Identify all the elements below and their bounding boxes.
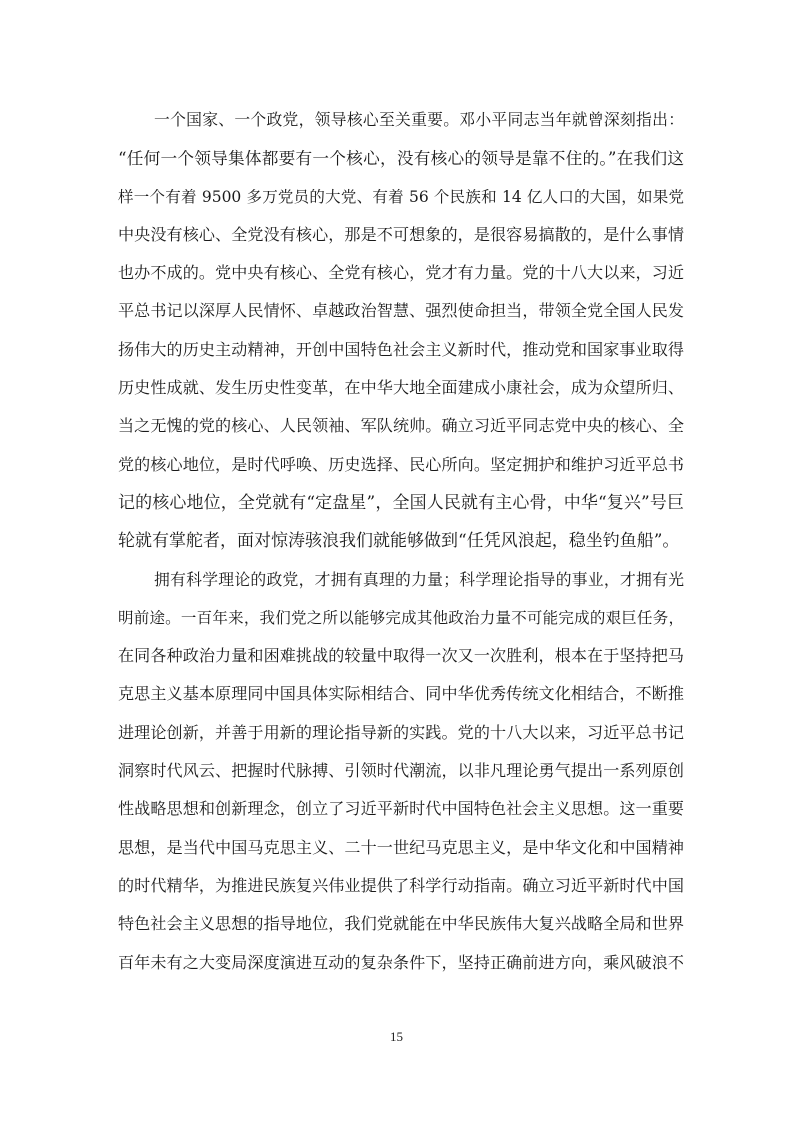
text-line: 在同各种政治力量和困难挑战的较量中取得一次又一次胜利，根本在于坚持把马 bbox=[118, 646, 684, 666]
text-line: 轮就有掌舵者，面对惊涛骇浪我们就能够做到“任凭风浪起，稳坐钓鱼船”。 bbox=[118, 531, 680, 552]
text-line: 也办不成的。党中央有核心、全党有核心，党才有力量。党的十八大以来，习近 bbox=[118, 263, 684, 283]
text-line: 中央没有核心、全党没有核心，那是不可想象的，是很容易搞散的，是什么事情 bbox=[118, 224, 684, 244]
text-line: 进理论创新，并善于用新的理论指导新的实践。党的十八大以来，习近平总书记 bbox=[118, 722, 684, 742]
text-line: 平总书记以深厚人民情怀、卓越政治智慧、强烈使命担当，带领全党全国人民发 bbox=[118, 301, 684, 321]
text-line: 历史性成就、发生历史性变革，在中华大地全面建成小康社会，成为众望所归、 bbox=[118, 378, 684, 398]
page-number: 15 bbox=[390, 1029, 403, 1044]
paragraph-1 bbox=[118, 101, 684, 561]
text-line: “任何一个领导集体都要有一个核心，没有核心的领导是靠不住的。”在我们这 bbox=[118, 148, 684, 169]
text-line: 克思主义基本原理同中国具体实际相结合、同中华优秀传统文化相结合，不断推 bbox=[118, 684, 684, 704]
text-line: 思想，是当代中国马克思主义、二十一世纪马克思主义，是中华文化和中国精神 bbox=[118, 837, 684, 857]
text-line: 的时代精华，为推进民族复兴伟业提供了科学行动指南。确立习近平新时代中国 bbox=[118, 875, 684, 895]
text-line: 记的核心地位，全党就有“定盘星”，全国人民就有主心骨，中华“复兴”号巨 bbox=[118, 492, 684, 513]
text-line: 当之无愧的党的核心、人民领袖、军队统帅。确立习近平同志党中央的核心、全 bbox=[118, 416, 684, 436]
text-line: 明前途。一百年来，我们党之所以能够完成其他政治力量不可能完成的艰巨任务， bbox=[118, 608, 684, 627]
text-line: 特色社会主义思想的指导地位，我们党就能在中华民族伟大复兴战略全局和世界 bbox=[118, 914, 684, 934]
text-line: 扬伟大的历史主动精神，开创中国特色社会主义新时代，推动党和国家事业取得 bbox=[118, 339, 684, 359]
body-text bbox=[118, 101, 684, 982]
text-line: 百年未有之大变局深度演进互动的复杂条件下，坚持正确前进方向，乘风破浪不 bbox=[118, 952, 684, 972]
paragraph-2 bbox=[118, 561, 684, 982]
text-line: 一个国家、一个政党，领导核心至关重要。邓小平同志当年就曾深刻指出： bbox=[154, 110, 684, 129]
text-line: 拥有科学理论的政党，才拥有真理的力量；科学理论指导的事业，才拥有光 bbox=[154, 569, 684, 589]
text-line: 党的核心地位，是时代呼唤、历史选择、民心所向。坚定拥护和维护习近平总书 bbox=[118, 454, 684, 474]
text-line: 性战略思想和创新理念，创立了习近平新时代中国特色社会主义思想。这一重要 bbox=[118, 799, 684, 819]
text-line: 洞察时代风云、把握时代脉搏、引领时代潮流，以非凡理论勇气提出一系列原创 bbox=[118, 761, 684, 781]
text-line: 样一个有着 9500 多万党员的大党、有着 56 个民族和 14 亿人口的大国，如果党 bbox=[118, 187, 684, 206]
